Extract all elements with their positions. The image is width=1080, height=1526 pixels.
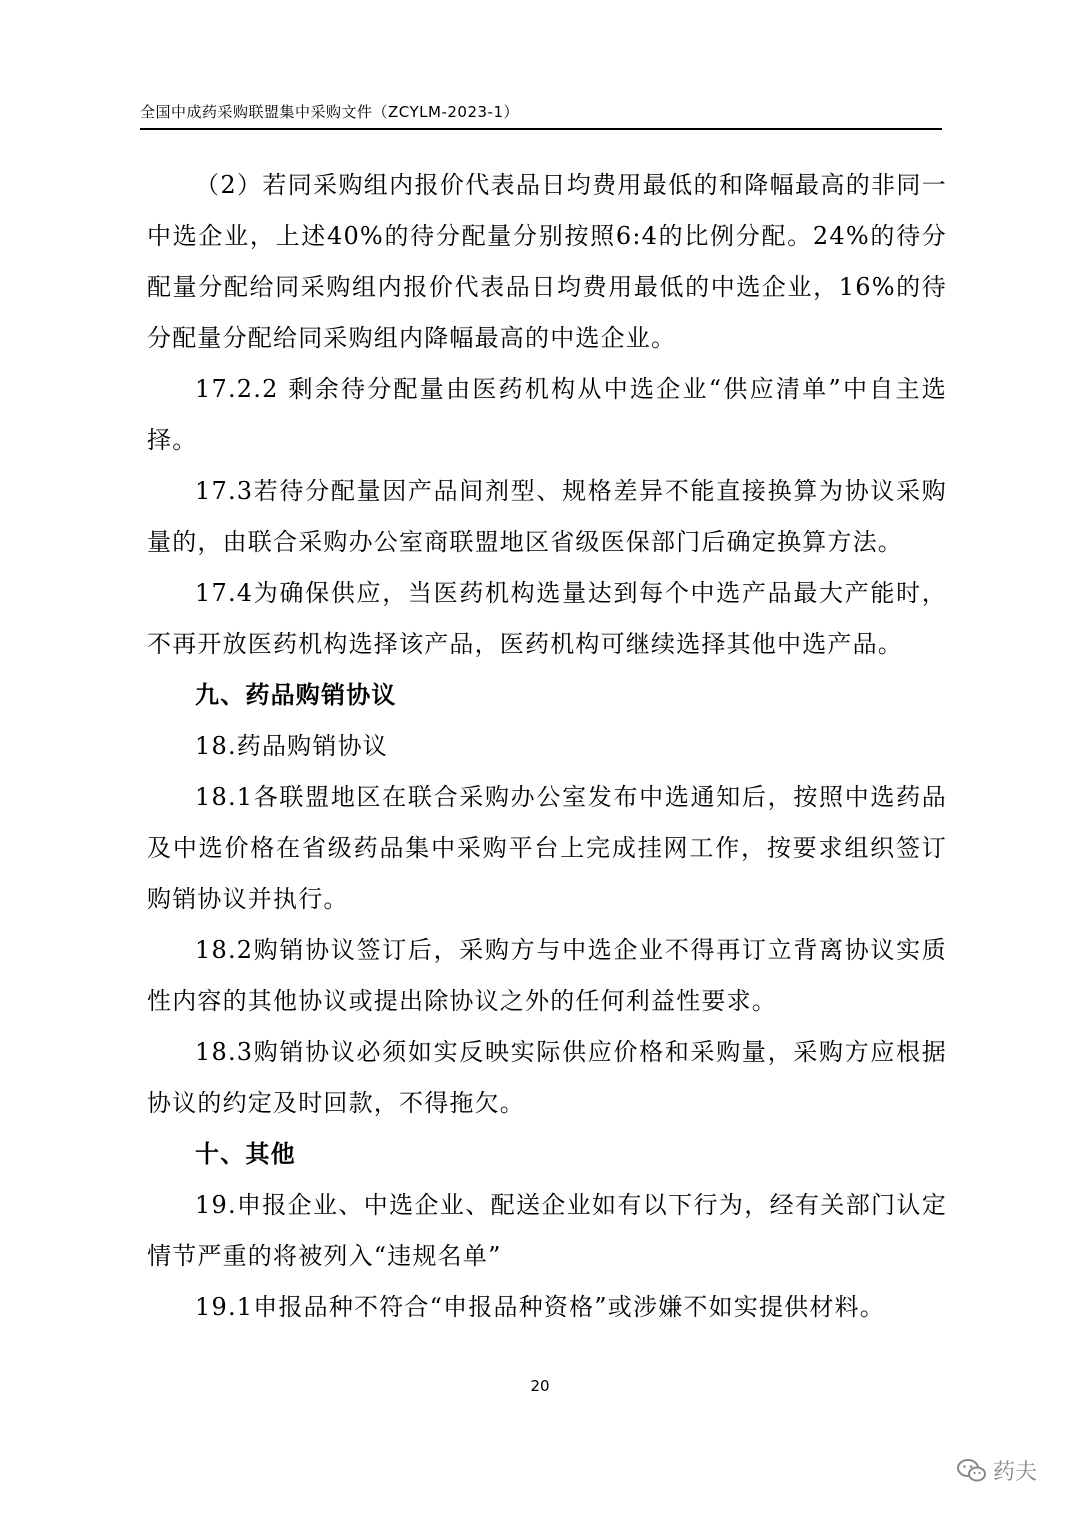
paragraph-18-1: 18.1各联盟地区在联合采购办公室发布中选通知后，按照中选药品及中选价格在省级药品集中采购平台上完成挂网工作，按要求组织签订购销协议并执行。 (147, 783, 947, 913)
paragraph-18: 18.药品购销协议 (195, 732, 388, 760)
paragraph-18-3: 18.3购销协议必须如实反映实际供应价格和采购量，采购方应根据协议的约定及时回款，不得拖欠。 (147, 1038, 947, 1117)
paragraph-17-3: 17.3若待分配量因产品间剂型、规格差异不能直接换算为协议采购量的，由联合采购办公室商联盟地区省级医保部门后确定换算方法。 (147, 477, 947, 556)
paragraph-19-1: 19.1申报品种不符合“申报品种资格”或涉嫌不如实提供材料。 (195, 1293, 885, 1321)
section-heading-9: 九、药品购销协议 (195, 681, 397, 709)
header-divider (140, 128, 942, 130)
paragraph-19: 19.申报企业、中选企业、配送企业如有以下行为，经有关部门认定情节严重的将被列入“违规名单” (147, 1191, 947, 1270)
watermark (957, 1455, 1037, 1486)
document-body (147, 160, 947, 1333)
wechat-icon (957, 1458, 987, 1484)
watermark-text: 药夫 (993, 1460, 1038, 1485)
page-number: 20 (530, 1377, 550, 1395)
paragraph-17-2-1-2: （2）若同采购组内报价代表品日均费用最低的和降幅最高的非同一中选企业，上述40%的待分配量分别按照6:4的比例分配。24%的待分配量分配给同采购组内报价代表品日均费用最低的中选企业，16%的待分配量分配给同采购组内降幅最高的中选企业。 (147, 171, 947, 352)
paragraph-17-4: 17.4为确保供应，当医药机构选量达到每个中选产品最大产能时，不再开放医药机构选择该产品，医药机构可继续选择其他中选产品。 (147, 579, 947, 658)
paragraph-18-2: 18.2购销协议签订后，采购方与中选企业不得再订立背离协议实质性内容的其他协议或提出除协议之外的任何利益性要求。 (147, 936, 947, 1015)
document-header: 全国中成药采购联盟集中采购文件（ZCYLM-2023-1） (140, 103, 519, 121)
section-heading-10: 十、其他 (195, 1140, 296, 1168)
paragraph-17-2-2: 17.2.2 剩余待分配量由医药机构从中选企业“供应清单”中自主选择。 (147, 375, 947, 454)
